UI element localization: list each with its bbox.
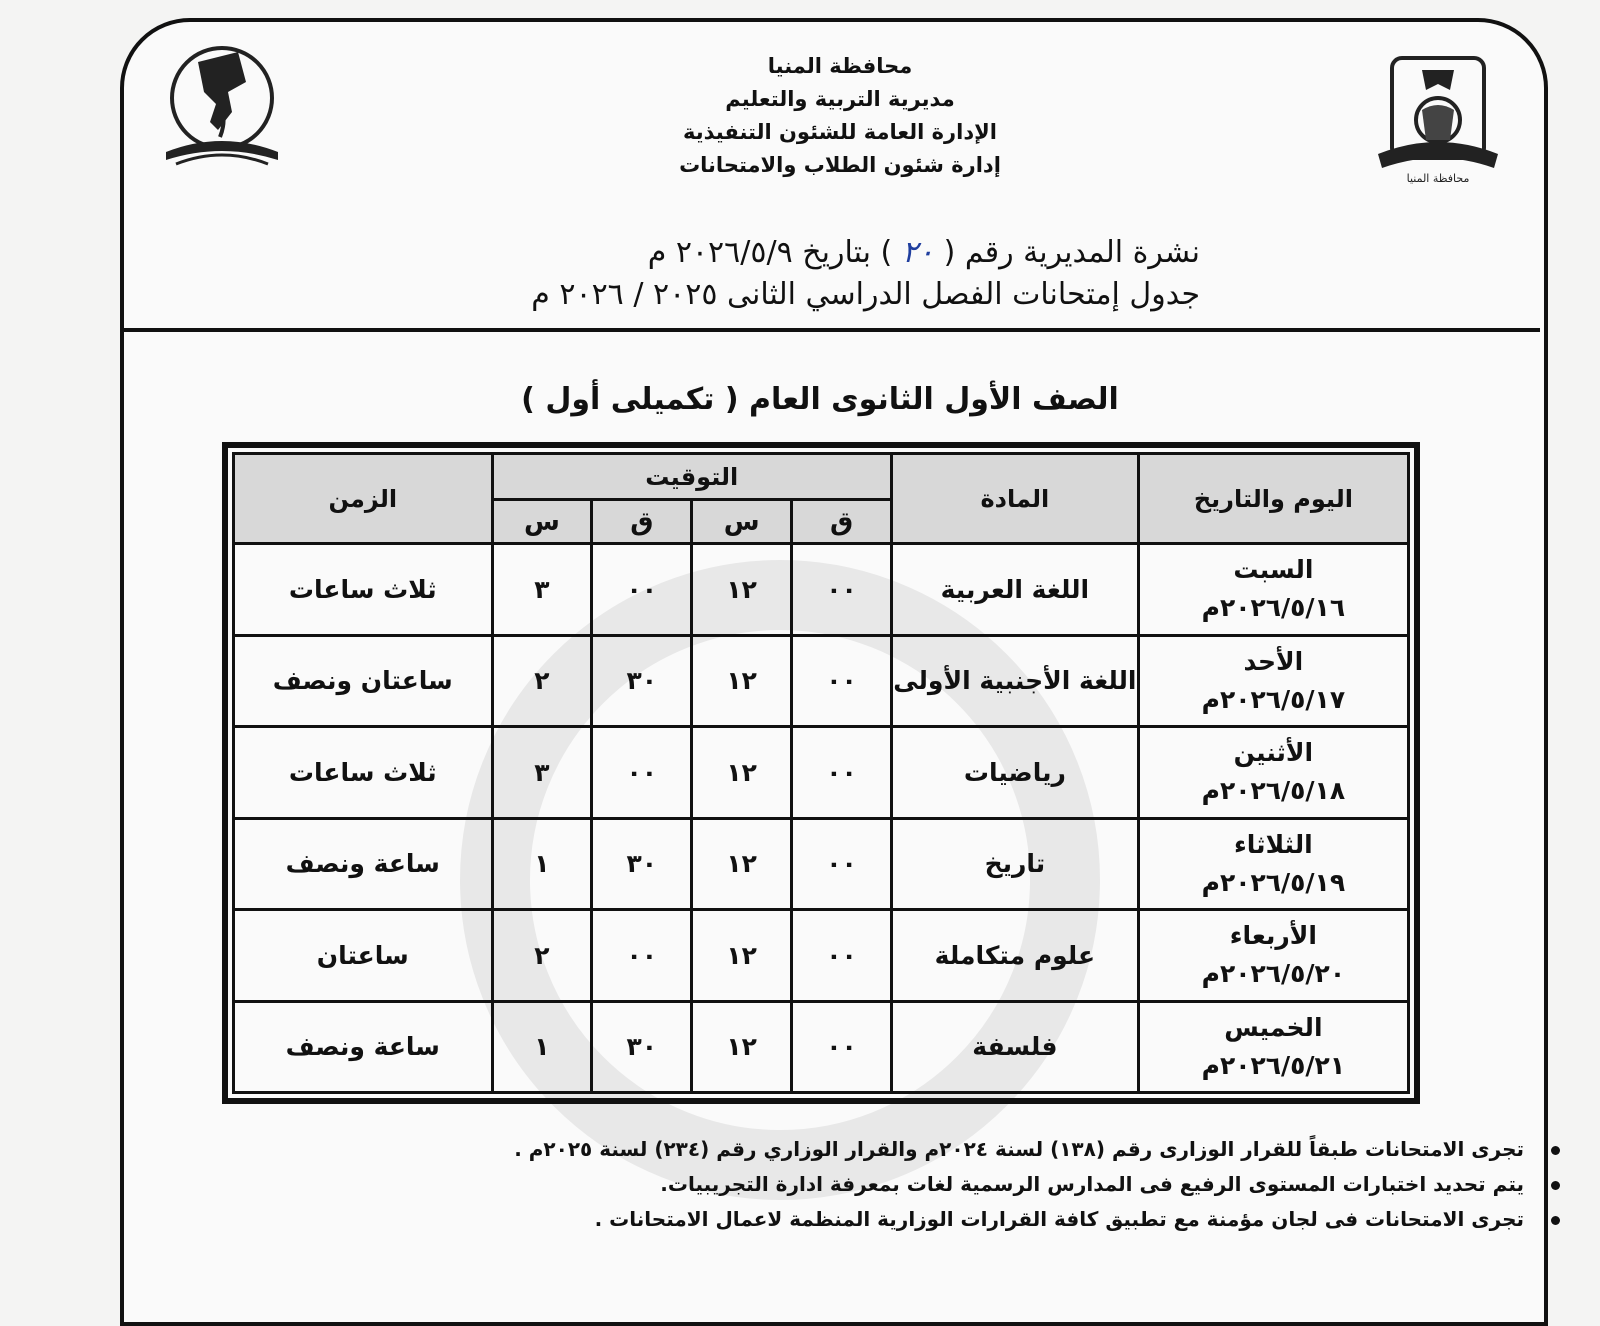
minya-governorate-logo-icon: [1372, 50, 1504, 190]
day-date-cell: [1138, 544, 1408, 636]
bulletin-number: ٢٠: [901, 235, 935, 270]
header-subject: المادة: [892, 454, 1139, 544]
bulletin-prefix: نشرة المديرية رقم (: [943, 235, 1200, 270]
org-line-general-admin: الإدارة العامة للشئون التنفيذية: [683, 120, 997, 144]
to-minute-cell: ٠٠: [592, 544, 692, 636]
day-name: الثلاثاء: [1234, 829, 1313, 859]
day-date-cell: [1138, 727, 1408, 819]
note-item: يتم تحديد اختبارات المستوى الرفيع فى المدارس الرسمية لغات بمعرفة ادارة التجريبيات.: [430, 1167, 1560, 1202]
to-hour-cell: ٢: [492, 635, 592, 727]
from-hour-cell: ١٢: [692, 544, 792, 636]
subject-cell: اللغة الأجنبية الأولى: [892, 635, 1139, 727]
org-line-governorate: محافظة المنيا: [767, 54, 913, 78]
from-minute-cell: ٠٠: [792, 544, 892, 636]
table-row: [234, 818, 1409, 910]
to-hour-cell: ٣: [492, 727, 592, 819]
bulletin-block: [440, 232, 1200, 316]
header-timing: التوقيت: [492, 454, 892, 500]
day-date-cell: [1138, 1001, 1408, 1093]
exam-date: ٢٠٢٦/٥/١٧م: [1201, 684, 1346, 714]
subject-cell: تاريخ: [892, 818, 1139, 910]
to-minute-cell: ٣٠: [592, 635, 692, 727]
header-day-date: اليوم والتاريخ: [1138, 454, 1408, 544]
exam-schedule-table: [222, 442, 1420, 1104]
day-name: السبت: [1233, 555, 1314, 585]
notes-list: [430, 1132, 1560, 1237]
duration-cell: ساعة ونصف: [234, 818, 493, 910]
exam-date: ٢٠٢٦/٥/٢٠م: [1201, 959, 1346, 989]
to-hour-cell: ٢: [492, 910, 592, 1002]
from-hour-cell: ١٢: [692, 1001, 792, 1093]
subject-cell: فلسفة: [892, 1001, 1139, 1093]
header-to-minute: ق: [592, 500, 692, 544]
org-line-exams-admin: إدارة شئون الطلاب والامتحانات: [679, 153, 1001, 177]
from-minute-cell: ٠٠: [792, 910, 892, 1002]
to-minute-cell: ٠٠: [592, 727, 692, 819]
duration-cell: ساعتان: [234, 910, 493, 1002]
exam-date: ٢٠٢٦/٥/١٩م: [1201, 867, 1346, 897]
bulletin-line: [440, 232, 1200, 274]
header-to-hour: س: [492, 500, 592, 544]
table-row: [234, 635, 1409, 727]
duration-cell: ثلاث ساعات: [234, 727, 493, 819]
subject-cell: علوم متكاملة: [892, 910, 1139, 1002]
bulletin-date: ٢٠٢٦/٥/٩ م: [647, 235, 793, 270]
header-from-minute: ق: [792, 500, 892, 544]
from-hour-cell: ١٢: [692, 635, 792, 727]
to-hour-cell: ١: [492, 1001, 592, 1093]
day-name: الخميس: [1224, 1012, 1323, 1042]
duration-cell: ثلاث ساعات: [234, 544, 493, 636]
exam-date: ٢٠٢٦/٥/١٦م: [1201, 593, 1346, 623]
header-from-hour: س: [692, 500, 792, 544]
table-row: [234, 910, 1409, 1002]
grade-title: الصف الأول الثانوى العام ( تكميلى أول ): [521, 382, 1119, 417]
header-divider: [124, 328, 1540, 332]
duration-cell: ساعة ونصف: [234, 1001, 493, 1093]
to-hour-cell: ١: [492, 818, 592, 910]
note-item: تجرى الامتحانات فى لجان مؤمنة مع تطبيق كافة القرارات الوزارية المنظمة لاعمال الامتحانات .: [430, 1202, 1560, 1237]
from-minute-cell: ٠٠: [792, 818, 892, 910]
from-hour-cell: ١٢: [692, 910, 792, 1002]
bulletin-middle: ) بتاريخ: [802, 235, 893, 270]
from-minute-cell: ٠٠: [792, 635, 892, 727]
subject-cell: رياضيات: [892, 727, 1139, 819]
day-name: الأحد: [1243, 646, 1304, 676]
subject-cell: اللغة العربية: [892, 544, 1139, 636]
table-row: [234, 1001, 1409, 1093]
from-hour-cell: ١٢: [692, 818, 792, 910]
table-row: [234, 544, 1409, 636]
exam-date: ٢٠٢٦/٥/١٨م: [1201, 776, 1346, 806]
to-hour-cell: ٣: [492, 544, 592, 636]
schedule-title: جدول إمتحانات الفصل الدراسي الثانى ٢٠٢٥ / ٢٠٢٦ م: [531, 277, 1200, 312]
right-logo-text: محافظة المنيا: [1406, 172, 1470, 185]
exam-date: ٢٠٢٦/٥/٢١م: [1201, 1050, 1346, 1080]
to-minute-cell: ٣٠: [592, 818, 692, 910]
day-date-cell: [1138, 910, 1408, 1002]
from-hour-cell: ١٢: [692, 727, 792, 819]
to-minute-cell: ٠٠: [592, 910, 692, 1002]
org-line-directorate: مديرية التربية والتعليم: [725, 87, 955, 111]
table-row: [234, 727, 1409, 819]
note-item: تجرى الامتحانات طبقاً للقرار الوزارى رقم (١٣٨) لسنة ٢٠٢٤م والقرار الوزاري رقم (٢٣٤) لسنة ٢٠٢٥م .: [430, 1132, 1560, 1167]
from-minute-cell: ٠٠: [792, 1001, 892, 1093]
day-name: الأثنين: [1233, 738, 1314, 768]
day-name: الأربعاء: [1229, 921, 1317, 951]
header-duration: الزمن: [234, 454, 493, 544]
from-minute-cell: ٠٠: [792, 727, 892, 819]
to-minute-cell: ٣٠: [592, 1001, 692, 1093]
day-date-cell: [1138, 818, 1408, 910]
nefertiti-logo-icon: [158, 42, 286, 172]
organization-header: [640, 50, 1040, 182]
duration-cell: ساعتان ونصف: [234, 635, 493, 727]
day-date-cell: [1138, 635, 1408, 727]
